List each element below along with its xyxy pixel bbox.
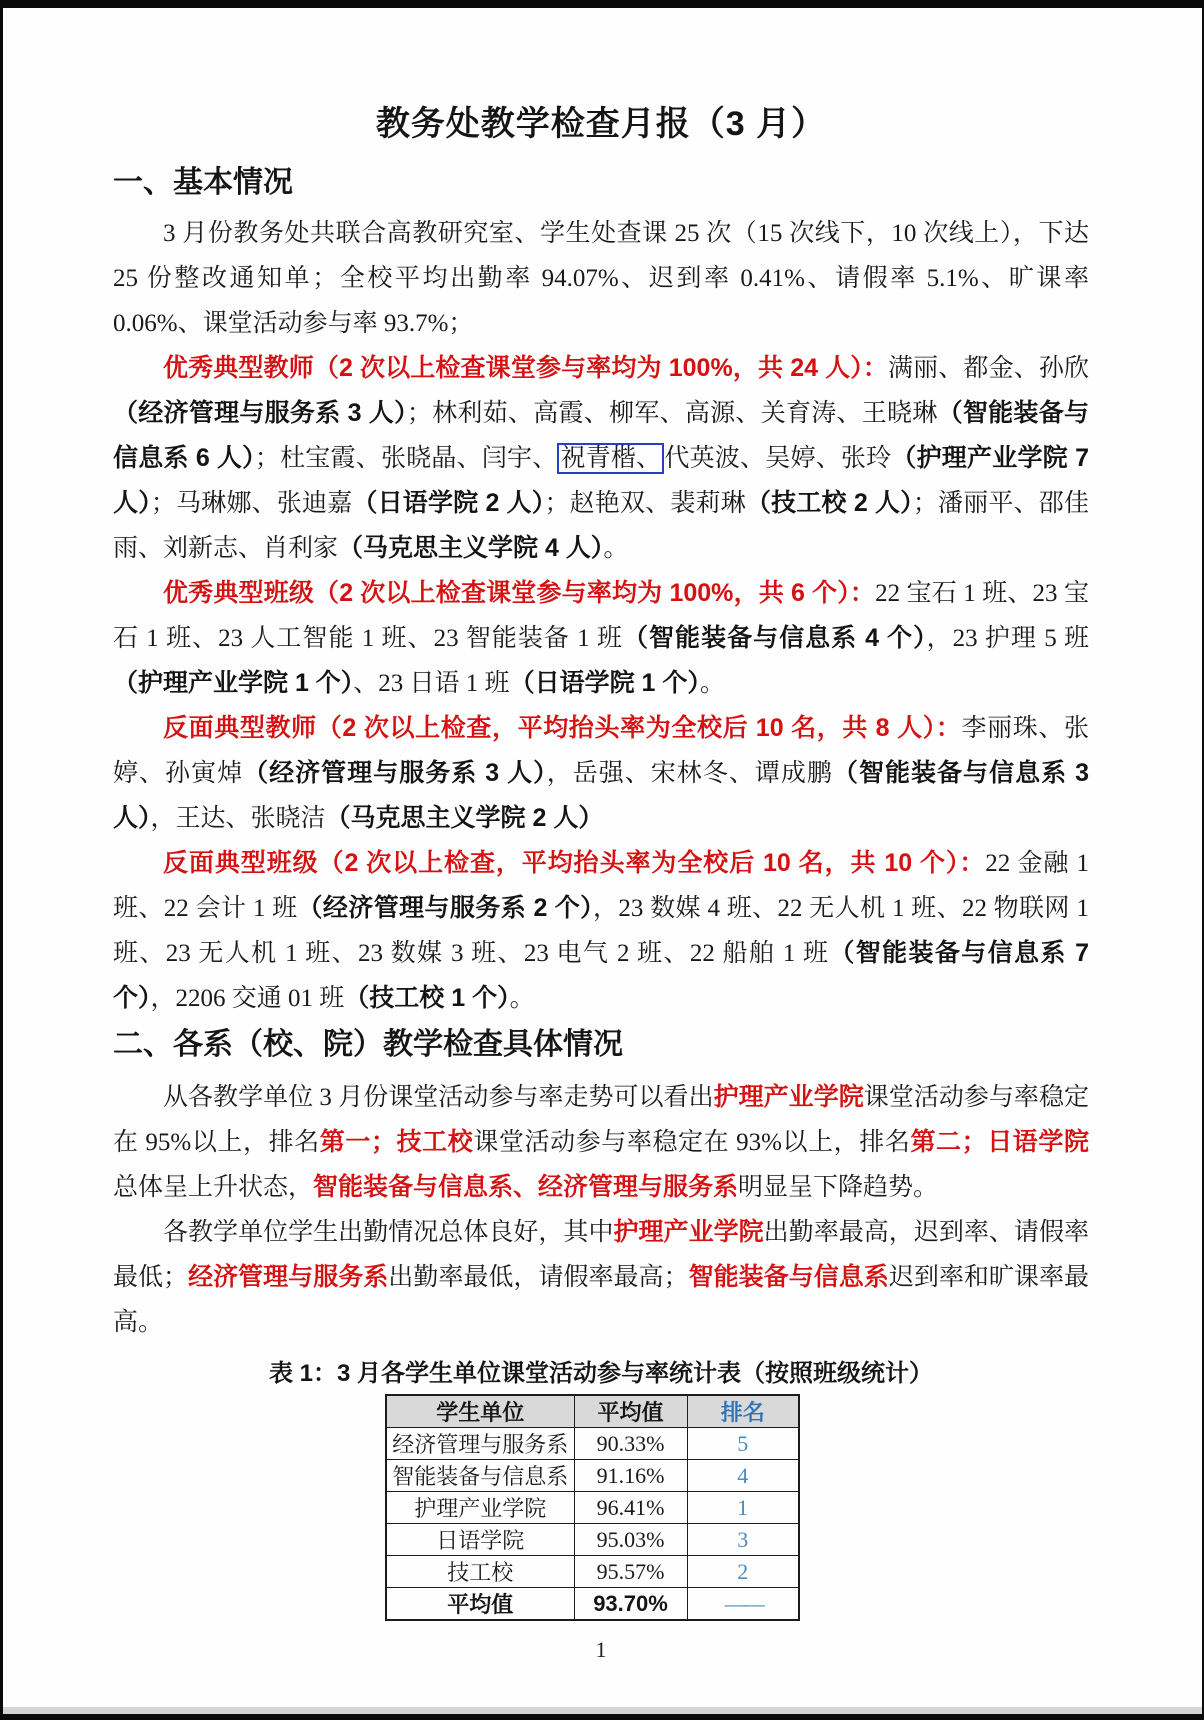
average-cell: 90.33%: [574, 1428, 687, 1460]
bold-run: （护理产业学院 1 个）: [113, 669, 354, 697]
average-row: [386, 1588, 799, 1621]
table-row: [386, 1556, 799, 1588]
bold-run: （智能装备与信息系 3 人）: [113, 759, 1089, 832]
rank-cell: 1: [687, 1492, 799, 1524]
footer-unit-cell: 平均值: [386, 1588, 574, 1621]
text-run: ；林利茹、高霞、柳军、高源、关育涛、王晓琳: [406, 400, 938, 427]
table1-caption: 表 1：3 月各学生单位课堂活动参与率统计表（按照班级统计）: [268, 1360, 934, 1387]
text-run: ；赵艳双、裴莉琳: [544, 490, 746, 517]
text-run: 22 宝石 1 班、23 宝石 1 班、23 人工智能 1 班、23 智能装备 1 班: [113, 580, 1089, 652]
unit-cell: 护理产业学院: [386, 1492, 574, 1524]
page-number: 1: [595, 1637, 607, 1662]
red-emphasis-run: 第二；日语学院: [910, 1128, 1089, 1156]
bold-run: （经济管理与服务系 2 个）: [297, 894, 594, 922]
red-emphasis-run: 反面典型班级（2 次以上检查，平均抬头率为全校后 10 名，共 10 个）：: [163, 849, 986, 877]
text-run: 出勤率最低，请假率最高；: [388, 1264, 689, 1291]
section1-paragraph-negative-classes: [113, 841, 1089, 1021]
red-emphasis-run: 护理产业学院: [613, 1218, 764, 1246]
header-average: 平均值: [574, 1395, 687, 1428]
bold-run: （技工校 2 人）: [745, 489, 913, 517]
red-emphasis-run: 反面典型教师（2 次以上检查，平均抬头率为全校后 10 名，共 8 人）：: [163, 714, 962, 742]
text-run: 3 月份教务处共联合高教研究室、学生处查课 25 次（15 次线下，10 次线上），下达 25 份整改通知单；全校平均出勤率 94.07%、迟到率 0.41%、请假率 5.1%、旷课率 0.06%、课堂活动参与率 93.7%；: [113, 220, 1089, 337]
section2-paragraph-participation-trend: [113, 1075, 1089, 1210]
participation-table-header: [386, 1395, 799, 1428]
bold-run: （马克思主义学院 2 人）: [325, 804, 604, 832]
unit-cell: 日语学院: [386, 1524, 574, 1556]
section1-heading: 一、基本情况: [113, 166, 293, 199]
header-unit: 学生单位: [386, 1395, 574, 1428]
document-title: 教务处教学检查月报（3 月）: [375, 105, 827, 143]
participation-table-footer: [386, 1588, 799, 1621]
footer-rank-cell: ——: [687, 1588, 799, 1621]
text-run: 。: [603, 535, 629, 562]
document-page: [3, 8, 1202, 1707]
participation-table: [385, 1394, 800, 1621]
bold-run: （智能装备与信息系 7 个）: [113, 939, 1089, 1012]
section1-paragraph-excellent-classes: [113, 571, 1089, 706]
text-run: 李丽珠、张婷、孙寅焯: [113, 715, 1089, 787]
bold-run: （经济管理与服务系 3 人）: [243, 759, 547, 787]
section1-paragraph-excellent-teachers: [113, 346, 1089, 571]
section2-heading: 二、各系（校、院）教学检查具体情况: [113, 1028, 623, 1061]
header-row: [386, 1395, 799, 1428]
red-emphasis-run: 优秀典型教师（2 次以上检查课堂参与率均为 100%，共 24 人）：: [163, 354, 889, 382]
text-run: 迟到率和旷课率最高。: [113, 1264, 1089, 1336]
section2-paragraph-attendance: [113, 1210, 1089, 1345]
red-emphasis-run: 经济管理与服务系: [188, 1263, 389, 1291]
text-run: ，岳强、宋林冬、谭成鹏: [546, 760, 833, 787]
text-run: ；马琳娜、张迪嘉: [150, 490, 353, 517]
bold-run: （智能装备与信息系 6 人）: [113, 399, 1089, 472]
bold-run: （日语学院 2 人）: [352, 489, 545, 517]
text-run: 课堂活动参与率稳定在 95%以上，排名: [113, 1084, 1089, 1156]
red-emphasis-run: 智能装备与信息系: [688, 1263, 889, 1291]
text-run: 22 金融 1 班、22 会计 1 班: [113, 850, 1089, 922]
text-run: 明显呈下降趋势。: [738, 1174, 939, 1201]
boxed-name-annotation: 祝青楷、: [557, 443, 664, 474]
average-cell: 95.57%: [574, 1556, 687, 1588]
text-run: 课堂活动参与率稳定在 93%以上，排名: [473, 1129, 911, 1156]
unit-cell: 技工校: [386, 1556, 574, 1588]
rank-cell: 4: [687, 1460, 799, 1492]
table-row: [386, 1428, 799, 1460]
rank-cell: 2: [687, 1556, 799, 1588]
header-rank: 排名: [687, 1395, 799, 1428]
text-run: ，23 护理 5 班: [926, 625, 1089, 652]
table-row: [386, 1492, 799, 1524]
text-run: ，23 数媒 4 班、22 无人机 1 班、22 物联网 1 班、23 无人机 1 班、23 数媒 3 班、23 电气 2 班、22 船舶 1 班: [113, 895, 1089, 967]
text-run: 。: [509, 985, 535, 1012]
average-cell: 96.41%: [574, 1492, 687, 1524]
text-run: 。: [699, 670, 725, 697]
text-run: 代英波、吴婷、张玲: [664, 445, 892, 472]
red-emphasis-run: 第一；技工校: [319, 1128, 474, 1156]
red-emphasis-run: 护理产业学院: [713, 1083, 864, 1111]
text-run: 各教学单位学生出勤情况总体良好，其中: [163, 1219, 614, 1246]
bold-run: （护理产业学院 7 人）: [113, 444, 1089, 517]
text-run: 、23 日语 1 班: [353, 670, 510, 697]
average-cell: 95.03%: [574, 1524, 687, 1556]
average-cell: 91.16%: [574, 1460, 687, 1492]
red-emphasis-run: 智能装备与信息系、经济管理与服务系: [313, 1173, 739, 1201]
bold-run: （经济管理与服务系 3 人）: [113, 399, 407, 427]
bold-run: （智能装备与信息系 4 个）: [623, 624, 927, 652]
rank-cell: 5: [687, 1428, 799, 1460]
page-edge-strip: [3, 1707, 1202, 1714]
text-run: 从各教学单位 3 月份课堂活动参与率走势可以看出: [163, 1084, 714, 1111]
unit-cell: 经济管理与服务系: [386, 1428, 574, 1460]
section1-paragraph-overview: [113, 211, 1089, 346]
text-run: ；潘丽平、邵佳雨、刘新志、肖利家: [113, 490, 1089, 562]
text-run: 总体呈上升状态，: [113, 1174, 314, 1201]
text-run: ；杜宝霞、张晓晶、闫宇、: [254, 445, 558, 472]
text-run: 满丽、都金、孙欣: [888, 355, 1089, 382]
text-run: ，王达、张晓洁: [150, 805, 326, 832]
red-emphasis-run: 优秀典型班级（2 次以上检查课堂参与率均为 100%，共 6 个）：: [163, 579, 876, 607]
section1-paragraph-negative-teachers: [113, 706, 1089, 841]
participation-table-body: [386, 1428, 799, 1588]
bold-run: （马克思主义学院 4 人）: [338, 534, 604, 562]
bold-run: （日语学院 1 个）: [509, 669, 700, 697]
table-row: [386, 1524, 799, 1556]
rank-cell: 3: [687, 1524, 799, 1556]
text-run: ，2206 交通 01 班: [150, 985, 345, 1012]
bold-run: （技工校 1 个）: [344, 984, 510, 1012]
text-run: 出勤率最高，迟到率、请假率最低；: [113, 1219, 1089, 1291]
footer-average-cell: 93.70%: [574, 1588, 687, 1621]
table-row: [386, 1460, 799, 1492]
unit-cell: 智能装备与信息系: [386, 1460, 574, 1492]
